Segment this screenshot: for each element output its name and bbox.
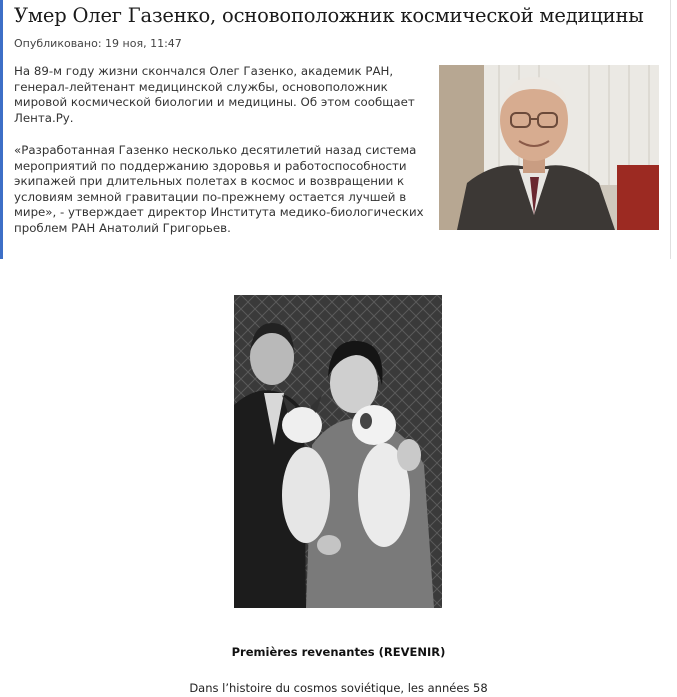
caption-title: Premières revenantes (REVENIR) [231,645,446,659]
article-title: Умер Олег Газенко, основоположник космической медицины [14,4,644,27]
historic-photo-image [234,295,442,608]
article-quote: «Разработанная Газенко несколько десятилетий назад система мероприятий по поддержанию здоровья и работоспособности экипажей при длительных полетах в космос и возвращении к условиям земной гравитации по-прежнему остается лучшей в мире», - утверждает директор Института медико-биологических проблем РАН Анатолий Григорьев. [14,143,424,235]
historic-photo [234,295,442,608]
article-lead: На 89-м году жизни скончался Олег Газенко, академик РАН, генерал-лейтенант медицинской службы, основоположник мировой космической биологии и медицины. Об этом сообщает Лента.Ру. [14,64,415,125]
news-article [0,0,671,259]
caption-text: Dans l’histoire du cosmos soviétique, les années 58 [189,681,488,695]
portrait-photo [439,65,659,230]
portrait-photo-image [439,65,659,230]
published-date: Опубликовано: 19 ноя, 11:47 [14,37,182,50]
